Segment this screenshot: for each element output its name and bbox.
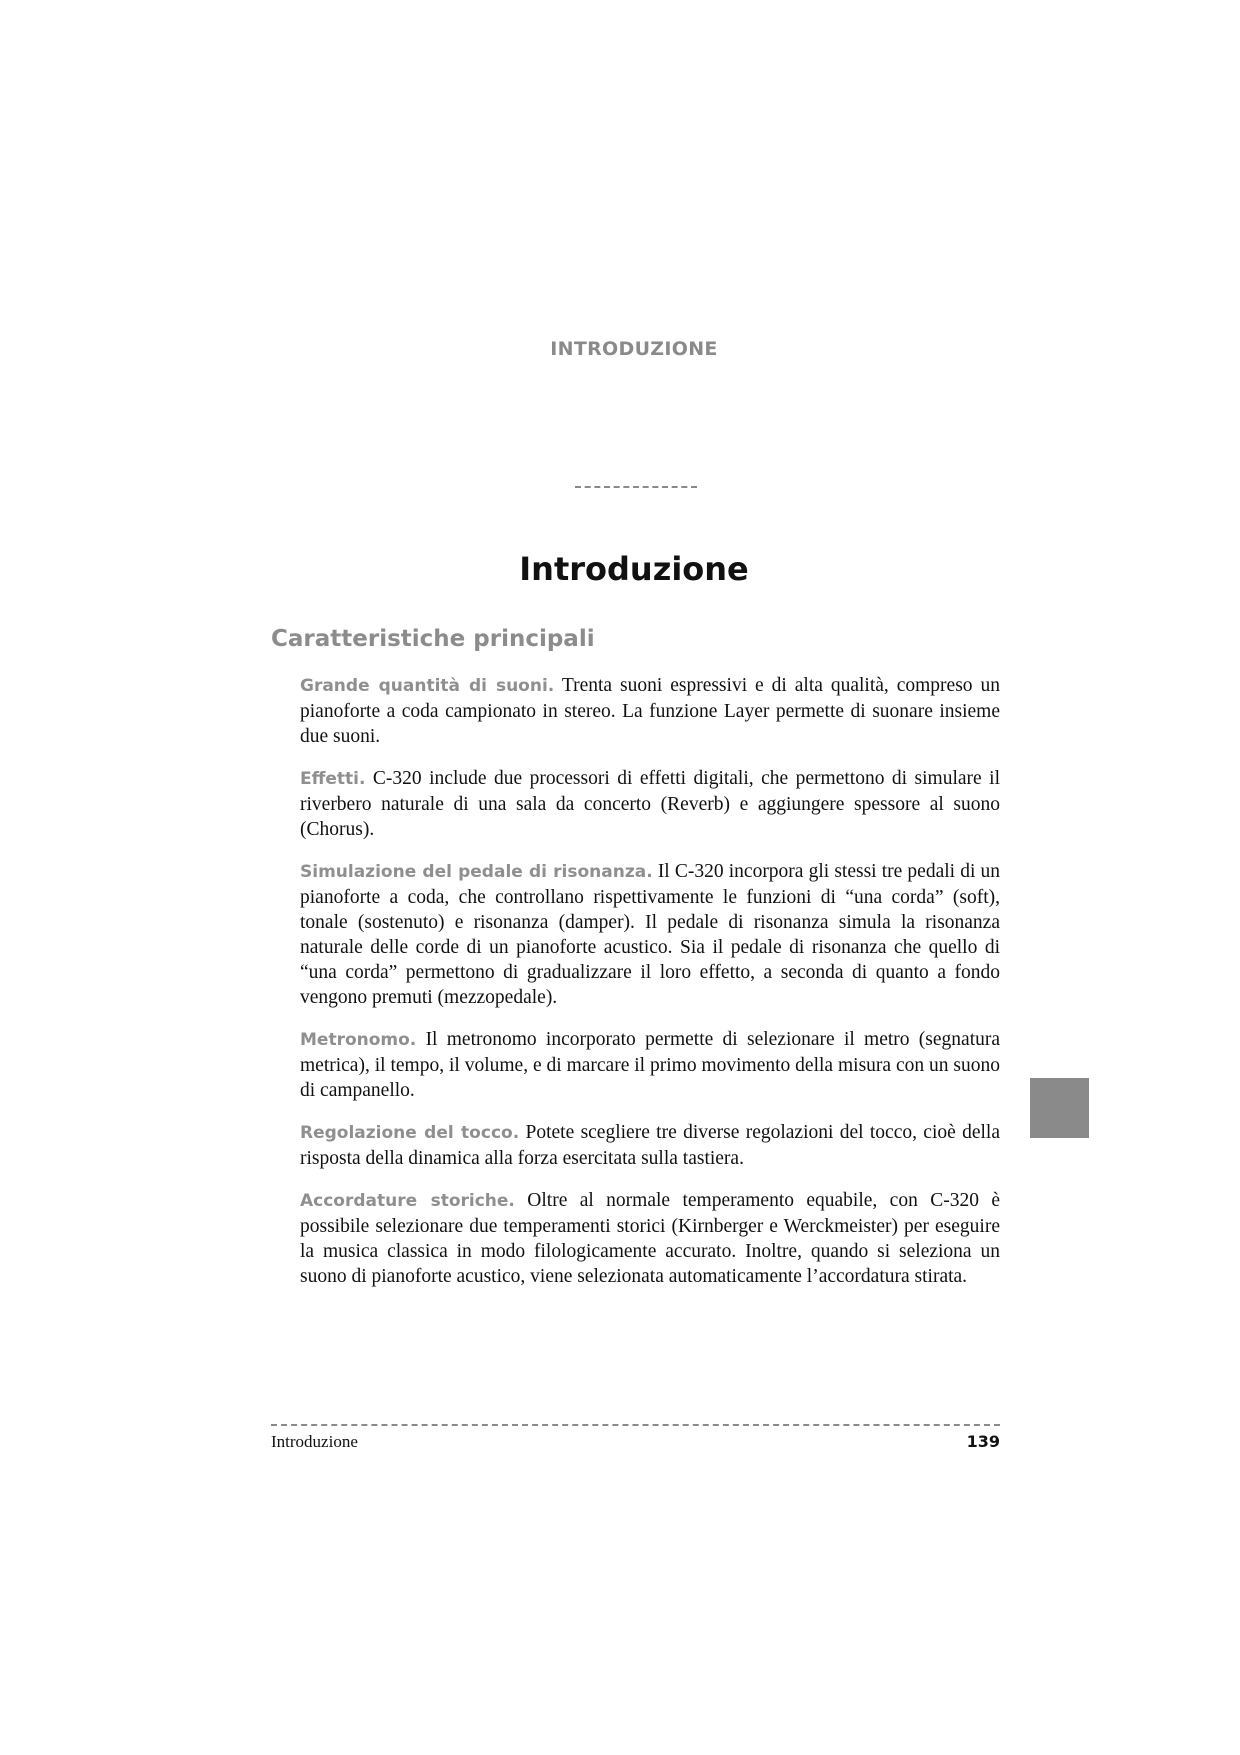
body-text xyxy=(300,673,1000,1306)
paragraph-lead: Effetti. xyxy=(300,769,366,789)
paragraph-text: Il metronomo incorporato permette di selezionare il metro (segnatura metrica), il tempo, il volume, e di marcare il primo movimento della misura con un suono di campanello. xyxy=(300,1029,1001,1101)
page-number: 139 xyxy=(966,1432,1000,1451)
paragraph-effects xyxy=(300,766,1000,842)
paragraph-metronome xyxy=(300,1027,1000,1103)
paragraph-text: C-320 include due processori di effetti digitali, che permettono di simulare il riverbero naturale di una sala da concerto (Reverb) e aggiungere spessore al suono (Chorus). xyxy=(300,768,1000,840)
paragraph-lead: Simulazione del pedale di risonanza. xyxy=(300,862,653,882)
chapter-thumb-tab xyxy=(1030,1078,1089,1138)
paragraph-touch xyxy=(300,1120,1000,1171)
paragraph-text: Oltre al normale temperamento equabile, con C-320 è possibile selezionare due temperamenti storici (Kirnberger e Werckmeister) per eseguire la musica classica in modo filologicamente accurato. Inoltre, quando si seleziona un suono di pianoforte acustico, viene selezionata automaticamente l’accordatura stirata. xyxy=(300,1190,1000,1287)
paragraph-text: Trenta suoni espressivi e di alta qualità, compreso un pianoforte a coda campionato in stereo. La funzione Layer permette di suonare insieme due suoni. xyxy=(300,675,1000,747)
paragraph-lead: Metronomo. xyxy=(300,1030,417,1050)
paragraph-lead: Regolazione del tocco. xyxy=(300,1123,520,1143)
paragraph-tunings xyxy=(300,1188,1000,1289)
header-divider xyxy=(575,486,697,488)
paragraph-pedal xyxy=(300,859,1000,1010)
section-heading: Caratteristiche principali xyxy=(271,626,595,652)
paragraph-sounds xyxy=(300,673,1000,749)
paragraph-lead: Grande quantità di suoni. xyxy=(300,676,555,696)
footer-section-name: Introduzione xyxy=(271,1432,358,1451)
page-title: Introduzione xyxy=(519,550,749,588)
paragraph-text: Potete scegliere tre diverse regolazioni del tocco, cioè della risposta della dinamica alla forza esercitata sulla tastiera. xyxy=(300,1122,1001,1169)
running-head: INTRODUZIONE xyxy=(550,338,718,360)
footer-divider xyxy=(271,1424,1000,1426)
paragraph-text: Il C-320 incorpora gli stessi tre pedali di un pianoforte a coda, che controllano rispettivamente le funzioni di “una corda” (soft), tonale (sostenuto) e risonanza (damper). Il pedale di risonanza simula la risonanza naturale delle corde di un pianoforte acustico. Sia il pedale di risonanza che quello di “una corda” permettono di gradualizzare il loro effetto, a seconda di quanto a fondo vengono premuti (mezzopedale). xyxy=(300,861,1000,1008)
paragraph-lead: Accordature storiche. xyxy=(300,1191,515,1211)
